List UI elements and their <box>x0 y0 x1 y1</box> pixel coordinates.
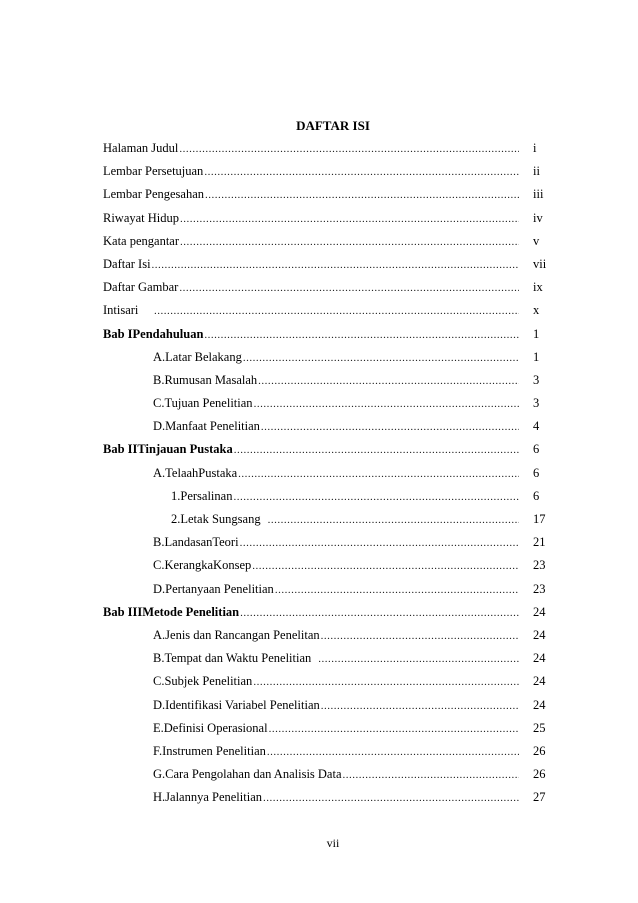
toc-section <box>103 786 549 809</box>
leader-dots <box>179 138 519 161</box>
leader-dots <box>152 254 519 277</box>
section-label: Subjek Penelitian <box>164 674 253 689</box>
toc-subsection <box>103 485 549 508</box>
section-label: Jalannya Penelitian <box>165 790 263 805</box>
subsection-label: Persalinan <box>180 488 233 503</box>
toc-page-number: 23 <box>533 581 546 596</box>
toc-page-number: 3 <box>533 372 540 387</box>
toc-page-number: 6 <box>533 465 540 480</box>
leader-dots <box>240 602 519 625</box>
section-label: Definisi Operasional <box>163 720 268 735</box>
leader-dots <box>275 579 519 602</box>
page-number-footer: vii <box>326 836 340 850</box>
subsection-number: 1. <box>171 488 181 503</box>
toc-section <box>103 740 549 763</box>
toc-page-number: 24 <box>533 651 546 666</box>
toc-section <box>103 624 549 647</box>
chapter-number: Bab II <box>103 442 138 457</box>
toc-entry-label: Intisari <box>103 303 139 318</box>
leader-dots <box>238 463 519 486</box>
toc-section <box>103 578 549 601</box>
leader-dots <box>240 532 519 555</box>
leader-dots <box>269 718 519 741</box>
toc-page-number: 27 <box>533 790 546 805</box>
section-letter: F. <box>153 743 163 758</box>
section-label: Identifikasi Variabel Penelitian <box>165 697 320 712</box>
toc-entry-label: Riwayat Hidup <box>103 210 180 225</box>
section-label: Rumusan Masalah <box>164 372 258 387</box>
toc-entry <box>103 160 549 183</box>
section-letter: C. <box>153 396 165 411</box>
leader-dots <box>253 671 519 694</box>
section-label: Pertanyaan Penelitian <box>165 581 274 596</box>
toc-chapter <box>103 323 549 346</box>
leader-dots <box>234 439 519 462</box>
toc-section <box>103 763 549 786</box>
toc-page-number: 3 <box>533 396 540 411</box>
leader-dots <box>154 300 519 323</box>
section-label: Tempat dan Waktu Penelitian <box>164 651 312 666</box>
toc-page-number: ii <box>533 164 540 179</box>
toc-section <box>103 392 549 415</box>
toc-page-number: i <box>533 141 537 155</box>
section-letter: D. <box>153 419 166 434</box>
chapter-title: Metode Penelitian <box>142 604 240 619</box>
leader-dots <box>243 347 519 370</box>
leader-dots <box>267 741 519 764</box>
toc-page-number: x <box>533 303 540 318</box>
toc-page-number: iii <box>533 187 544 202</box>
toc-page-number: 1 <box>533 349 540 364</box>
toc-entry-label: Daftar Isi <box>103 256 151 271</box>
toc-entry <box>103 253 549 276</box>
toc-page-number: 21 <box>533 535 546 550</box>
toc-page-number: 23 <box>533 558 546 573</box>
section-label: TelaahPustaka <box>165 465 238 480</box>
toc-entry <box>103 230 549 253</box>
toc-subsection <box>103 508 549 531</box>
section-letter: D. <box>153 581 166 596</box>
leader-dots <box>204 161 519 184</box>
leader-dots <box>321 625 519 648</box>
section-letter: B. <box>153 372 165 387</box>
toc-page-number: 4 <box>533 419 540 434</box>
toc-page-number: 6 <box>533 488 540 503</box>
chapter-title: Pendahuluan <box>132 326 204 341</box>
leader-dots <box>318 648 519 671</box>
section-label: Instrumen Penelitian <box>162 743 266 758</box>
toc-page-number: iv <box>533 210 543 225</box>
leader-dots <box>204 324 519 347</box>
toc-entry-label: Kata pengantar <box>103 233 180 248</box>
toc-page-number: 25 <box>533 720 546 735</box>
page-title: DAFTAR ISI <box>296 118 370 133</box>
toc-entry <box>103 207 549 230</box>
section-letter: E. <box>153 720 164 735</box>
toc-entry-label: Lembar Persetujuan <box>103 164 204 179</box>
leader-dots <box>179 277 519 300</box>
subsection-label: Letak Sungsang <box>180 512 261 526</box>
toc-section <box>103 462 549 485</box>
toc-page-number: vii <box>533 256 547 271</box>
section-letter: A. <box>153 349 166 364</box>
toc-entry <box>103 276 549 299</box>
section-label: KerangkaKonsep <box>164 558 252 573</box>
toc-section <box>103 717 549 740</box>
section-label: Manfaat Penelitian <box>165 419 260 434</box>
toc-page-number: 6 <box>533 442 540 457</box>
leader-dots <box>233 486 519 509</box>
section-letter: C. <box>153 674 165 689</box>
section-letter: A. <box>153 627 166 642</box>
leader-dots <box>321 695 519 718</box>
toc-section <box>103 694 549 717</box>
leader-dots <box>261 416 519 439</box>
toc-chapter <box>103 438 549 461</box>
toc-entry <box>103 299 549 322</box>
toc-section <box>103 670 549 693</box>
toc-page-number: ix <box>533 280 543 295</box>
leader-dots <box>268 509 519 532</box>
section-letter: A. <box>153 465 166 480</box>
toc-section <box>103 554 549 577</box>
section-letter: G. <box>153 767 166 782</box>
subsection-number: 2. <box>171 512 181 526</box>
toc-page-number: 1 <box>533 326 540 341</box>
toc-section <box>103 647 549 670</box>
toc-chapter <box>103 601 549 624</box>
section-letter: H. <box>153 790 166 805</box>
toc-page-number: 26 <box>533 743 546 758</box>
chapter-number: Bab I <box>103 326 133 341</box>
toc-entry-label: Daftar Gambar <box>103 280 179 295</box>
leader-dots <box>343 764 520 787</box>
toc-section <box>103 346 549 369</box>
toc-entry-label: Halaman Judul <box>103 141 179 155</box>
section-letter: B. <box>153 651 165 666</box>
toc-page-number: 17 <box>533 512 546 526</box>
leader-dots <box>263 787 519 810</box>
toc-page-number: 24 <box>533 697 546 712</box>
leader-dots <box>180 231 519 254</box>
leader-dots <box>254 393 519 416</box>
section-label: LandasanTeori <box>164 535 239 550</box>
toc-entry <box>103 137 549 160</box>
toc-page-number: 26 <box>533 767 546 782</box>
toc-entry <box>103 183 549 206</box>
section-letter: C. <box>153 558 165 573</box>
leader-dots <box>258 370 519 393</box>
section-label: Latar Belakang <box>165 349 242 364</box>
chapter-title: Tinjauan Pustaka <box>137 442 233 457</box>
leader-dots <box>205 184 519 207</box>
leader-dots <box>180 208 519 231</box>
section-letter: D. <box>153 697 166 712</box>
toc-section <box>103 415 549 438</box>
section-label: Cara Pengolahan dan Analisis Data <box>165 767 342 782</box>
toc-section <box>103 369 549 392</box>
table-of-contents <box>103 137 549 809</box>
toc-page-number: 24 <box>533 674 546 689</box>
toc-entry-label: Lembar Pengesahan <box>103 187 205 202</box>
toc-page-number: 24 <box>533 604 546 619</box>
section-label: Jenis dan Rancangan Penelitan <box>165 627 320 642</box>
toc-page-number: 24 <box>533 627 546 642</box>
chapter-number: Bab III <box>103 604 143 619</box>
toc-page-number: v <box>533 233 540 248</box>
leader-dots <box>252 555 519 578</box>
toc-section <box>103 531 549 554</box>
section-letter: B. <box>153 535 165 550</box>
section-label: Tujuan Penelitian <box>164 396 253 411</box>
